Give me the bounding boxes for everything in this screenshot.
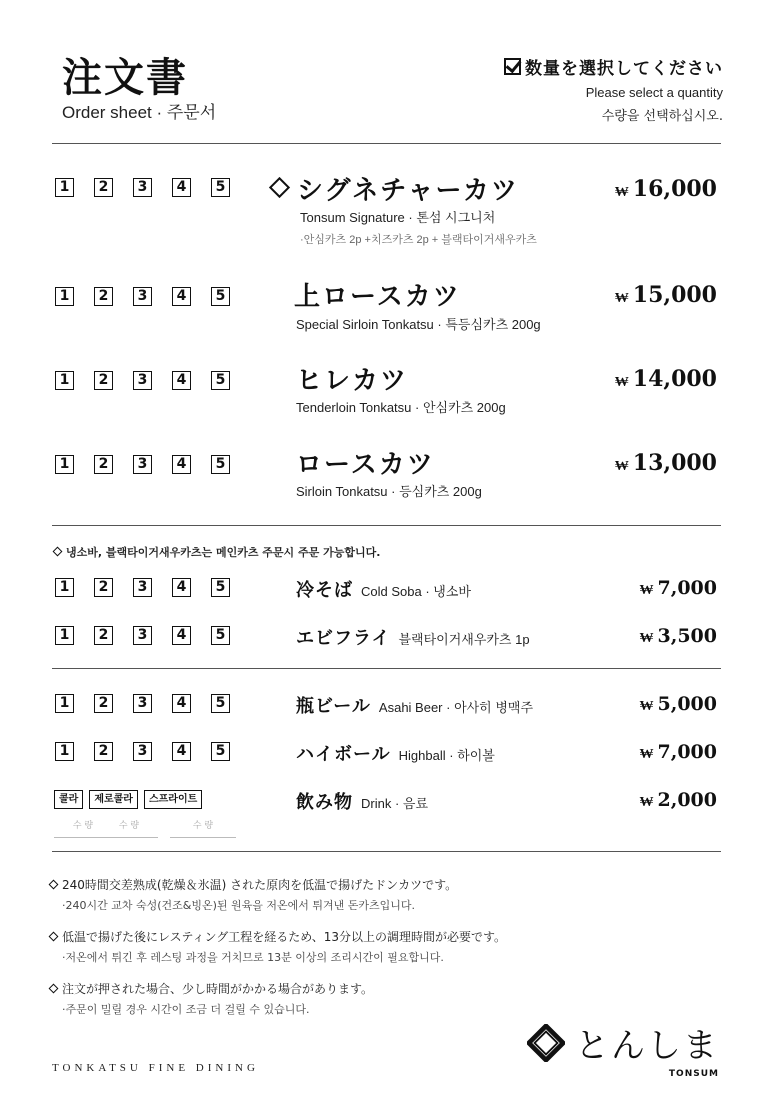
checkbox-check-icon xyxy=(504,58,521,75)
menu-item-price: ₩ 15,000 xyxy=(614,282,717,308)
qty-2-checkbox[interactable]: 2 xyxy=(94,626,113,645)
drink-option-sprite[interactable]: 스프라이트 xyxy=(144,790,202,809)
side-order-note: 냉소바, 블랙타이거새우카츠는 메인카츠 주문시 주문 가능합니다. xyxy=(54,544,380,560)
qty-3-checkbox[interactable]: 3 xyxy=(133,626,152,645)
qty-3-checkbox[interactable]: 3 xyxy=(133,742,152,761)
qty-2-checkbox[interactable]: 2 xyxy=(94,287,113,306)
qty-2-checkbox[interactable]: 2 xyxy=(94,694,113,713)
footnote-jp: 240時間交差熟成(乾燥＆氷温) された原肉を低温で揚げたドンカツです。 xyxy=(50,876,457,893)
diamond-icon xyxy=(49,880,59,890)
menu-item-components: ·안심카츠 2p +치즈카츠 2p + 블랙타이거새우카츠 xyxy=(300,234,537,246)
qty-5-checkbox[interactable]: 5 xyxy=(211,287,230,306)
menu-item-price: ₩ 7,000 xyxy=(639,741,717,763)
quantity-instructions xyxy=(504,54,723,124)
menu-item-name: エビフライ 블랙타이거새우카츠 1p xyxy=(296,628,530,649)
qty-4-checkbox[interactable]: 4 xyxy=(172,371,191,390)
divider xyxy=(52,851,721,852)
instruction-jp: 数量を選択してください xyxy=(525,59,723,79)
qty-2-checkbox[interactable]: 2 xyxy=(94,742,113,761)
qty-5-checkbox[interactable]: 5 xyxy=(211,742,230,761)
qty-3-checkbox[interactable]: 3 xyxy=(133,455,152,474)
menu-item-price: ₩ 2,000 xyxy=(639,789,717,811)
qty-2-checkbox[interactable]: 2 xyxy=(94,178,113,197)
page-subtitle: Order sheet · 주문서 xyxy=(62,103,217,122)
diamond-icon xyxy=(269,177,290,198)
menu-item-subtitle: Tonsum Signature · 톤섬 시그니처 xyxy=(300,210,496,225)
quantity-selector xyxy=(55,694,230,713)
qty-5-checkbox[interactable]: 5 xyxy=(211,694,230,713)
quantity-selector xyxy=(55,178,230,197)
diamond-icon xyxy=(53,547,63,557)
quantity-selector xyxy=(55,626,230,645)
menu-item-name: ヒレカツ xyxy=(296,366,409,396)
brand-tagline: TONKATSU FINE DINING xyxy=(52,1062,259,1074)
qty-5-checkbox[interactable]: 5 xyxy=(211,455,230,474)
footnote-ko: ·주문이 밀릴 경우 시간이 조금 더 걸릴 수 있습니다. xyxy=(62,1003,310,1016)
menu-item-name: 冷そば Cold Soba · 냉소바 xyxy=(296,580,471,601)
page-title: 注文書 xyxy=(62,54,188,101)
logo-mark-icon xyxy=(527,1024,565,1062)
menu-item-price: ₩ 14,000 xyxy=(614,366,717,392)
menu-item-name: ロースカツ xyxy=(296,450,435,480)
qty-2-checkbox[interactable]: 2 xyxy=(94,455,113,474)
menu-item-name: ハイボール Highball · 하이볼 xyxy=(296,744,495,765)
footnote-jp: 注文が押された場合、少し時間がかかる場合があります。 xyxy=(50,980,373,997)
menu-item-price: ₩ 13,000 xyxy=(614,450,717,476)
qty-1-checkbox[interactable]: 1 xyxy=(55,287,74,306)
menu-item-price: ₩ 5,000 xyxy=(639,693,717,715)
diamond-icon xyxy=(49,984,59,994)
menu-item-subtitle: Special Sirloin Tonkatsu · 특등심카츠 200g xyxy=(296,317,541,332)
qty-4-checkbox[interactable]: 4 xyxy=(172,178,191,197)
menu-item-name: 上ロースカツ xyxy=(294,282,461,312)
qty-4-checkbox[interactable]: 4 xyxy=(172,287,191,306)
quantity-selector xyxy=(55,455,230,474)
menu-item-subtitle: Sirloin Tonkatsu · 등심카츠 200g xyxy=(296,484,482,499)
qty-4-checkbox[interactable]: 4 xyxy=(172,626,191,645)
footnote-jp: 低温で揚げた後にレスティング工程を経るため、13分以上の調理時間が必要です。 xyxy=(50,928,506,945)
qty-3-checkbox[interactable]: 3 xyxy=(133,578,152,597)
qty-4-checkbox[interactable]: 4 xyxy=(172,578,191,597)
qty-1-checkbox[interactable]: 1 xyxy=(55,694,74,713)
divider xyxy=(52,668,721,669)
qty-1-checkbox[interactable]: 1 xyxy=(55,455,74,474)
qty-1-checkbox[interactable]: 1 xyxy=(55,742,74,761)
qty-3-checkbox[interactable]: 3 xyxy=(133,371,152,390)
quantity-selector xyxy=(55,287,230,306)
instruction-en: Please select a quantity xyxy=(585,85,723,100)
menu-item-price: ₩ 3,500 xyxy=(639,625,717,647)
drink-option-zero-cola[interactable]: 제로콜라 xyxy=(89,790,138,809)
menu-item-subtitle: Tenderloin Tonkatsu · 안심카츠 200g xyxy=(296,400,506,415)
menu-item-price: ₩ 16,000 xyxy=(614,176,717,202)
qty-1-checkbox[interactable]: 1 xyxy=(55,178,74,197)
qty-3-checkbox[interactable]: 3 xyxy=(133,178,152,197)
menu-item-name: 瓶ビール Asahi Beer · 아사히 병맥주 xyxy=(296,696,534,717)
qty-2-checkbox[interactable]: 2 xyxy=(94,578,113,597)
menu-item-name: シグネチャーカツ xyxy=(272,170,519,207)
logo-text-jp: とんしま xyxy=(575,1026,719,1066)
qty-1-checkbox[interactable]: 1 xyxy=(55,626,74,645)
qty-4-checkbox[interactable]: 4 xyxy=(172,694,191,713)
qty-5-checkbox[interactable]: 5 xyxy=(211,371,230,390)
qty-5-checkbox[interactable]: 5 xyxy=(211,178,230,197)
qty-4-checkbox[interactable]: 4 xyxy=(172,742,191,761)
qty-3-checkbox[interactable]: 3 xyxy=(133,694,152,713)
menu-item-price: ₩ 7,000 xyxy=(639,577,717,599)
qty-1-checkbox[interactable]: 1 xyxy=(55,578,74,597)
qty-3-checkbox[interactable]: 3 xyxy=(133,287,152,306)
diamond-icon xyxy=(49,932,59,942)
qty-4-checkbox[interactable]: 4 xyxy=(172,455,191,474)
qty-2-checkbox[interactable]: 2 xyxy=(94,371,113,390)
qty-1-checkbox[interactable]: 1 xyxy=(55,371,74,390)
footnote-ko: ·저온에서 튀긴 후 레스팅 과정을 거치므로 13분 이상의 조리시간이 필요합니다. xyxy=(62,951,444,964)
qty-5-checkbox[interactable]: 5 xyxy=(211,626,230,645)
quantity-input-sprite[interactable]: 수 량 xyxy=(170,818,236,838)
qty-5-checkbox[interactable]: 5 xyxy=(211,578,230,597)
logo xyxy=(527,1018,719,1079)
quantity-input-zero-cola[interactable]: 수 량 xyxy=(100,818,158,838)
quantity-selector xyxy=(55,742,230,761)
quantity-selector xyxy=(55,371,230,390)
menu-item-name: 飲み物 Drink · 음료 xyxy=(296,792,429,813)
divider xyxy=(52,143,721,144)
divider xyxy=(52,525,721,526)
drink-options xyxy=(54,790,202,809)
quantity-input-cola[interactable]: 수 량 xyxy=(54,818,112,838)
drink-option-cola[interactable]: 콜라 xyxy=(54,790,83,809)
quantity-selector xyxy=(55,578,230,597)
logo-text-en: TONSUM xyxy=(668,1069,719,1079)
footnote-ko: ·240시간 교차 숙성(건조&빙온)된 원육을 저온에서 튀겨낸 돈카츠입니다. xyxy=(62,899,416,912)
instruction-ko: 수량을 선택하십시오. xyxy=(601,109,723,124)
